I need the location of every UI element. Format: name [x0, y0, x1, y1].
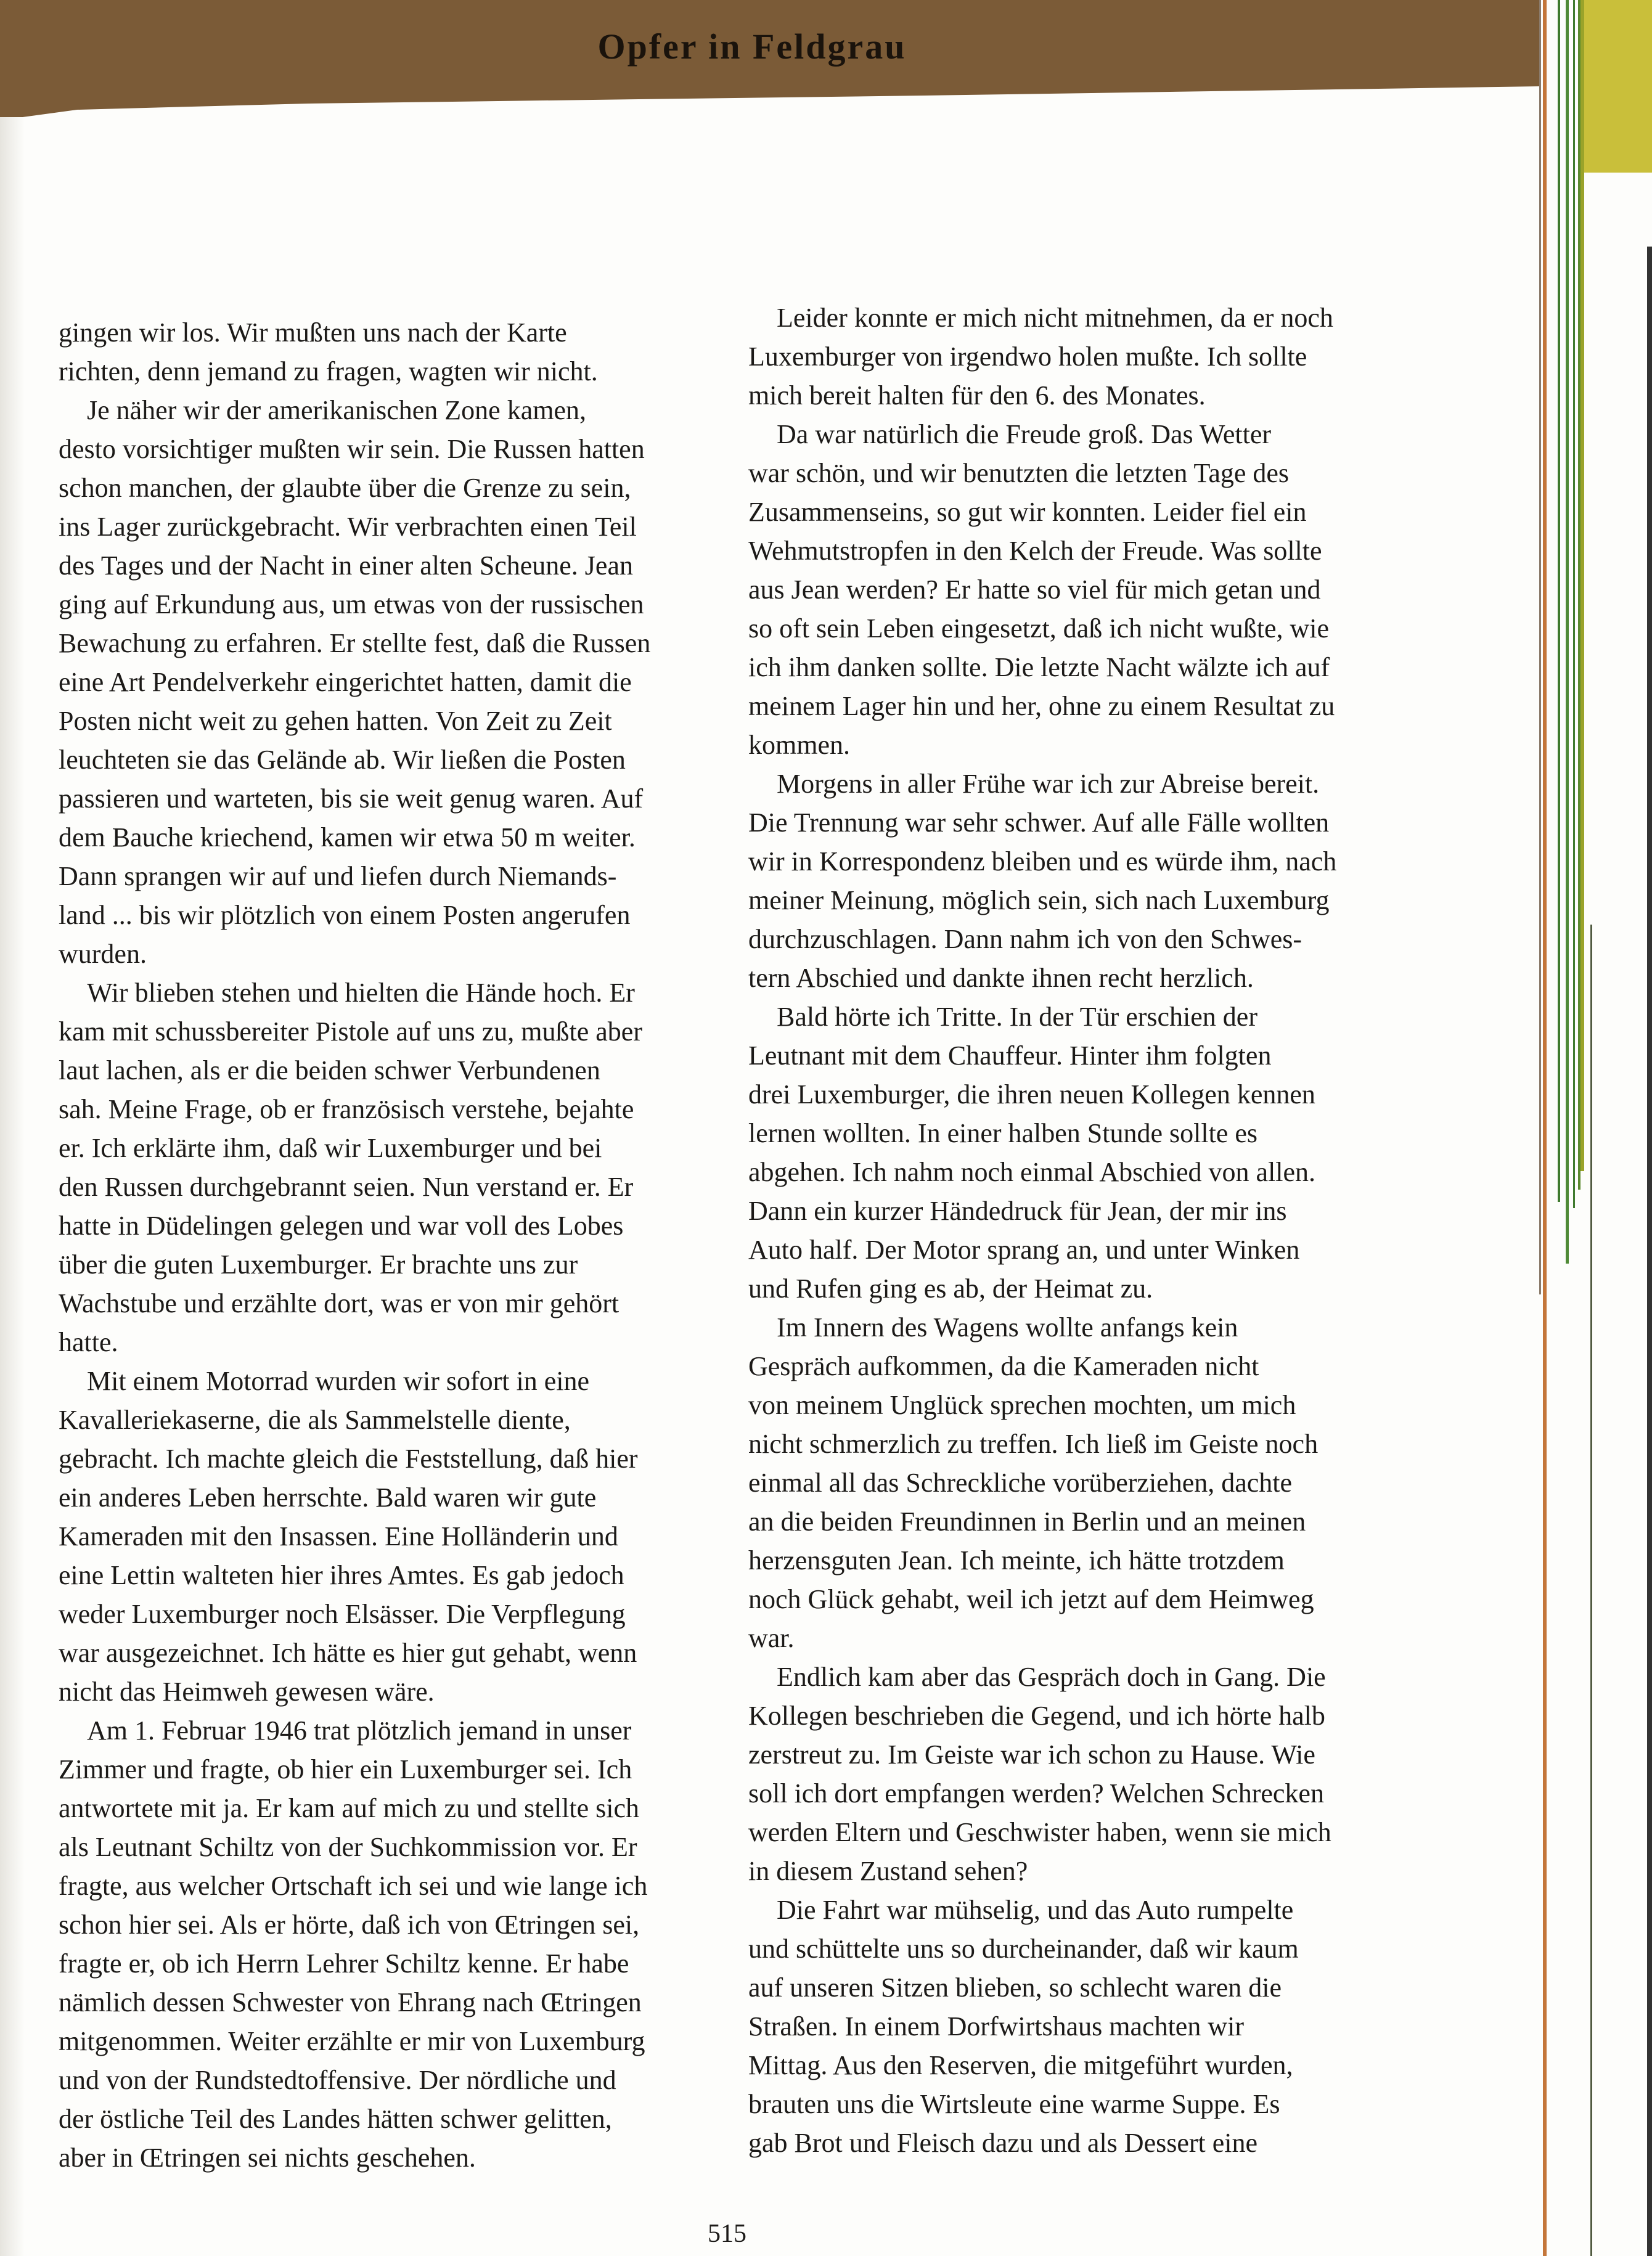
page-edge: [1647, 247, 1652, 2256]
text-line: Endlich kam aber das Gespräch doch in Gang. Die: [777, 1662, 1326, 1692]
text-line: Auto half. Der Motor sprang an, und unter Winken: [748, 1235, 1300, 1265]
text-line: Zimmer und fragte, ob hier ein Luxemburger sei. Ich: [59, 1754, 632, 1784]
text-line: Je näher wir der amerikanischen Zone kamen,: [87, 395, 586, 425]
page-number: 515: [708, 2220, 746, 2248]
text-line: Posten nicht weit zu gehen hatten. Von Zeit zu Zeit: [59, 706, 612, 736]
text-line: fragte, aus welcher Ortschaft ich sei und wie lange ich: [59, 1871, 648, 1901]
text-line: mich bereit halten für den 6. des Monates.: [748, 380, 1206, 411]
text-line: Wachstube und erzählte dort, was er von mir gehört: [59, 1288, 620, 1318]
page-edge: [1590, 925, 1592, 2256]
text-line: in diesem Zustand sehen?: [748, 1856, 1028, 1886]
text-line: wurden.: [59, 939, 147, 969]
text-line: gebracht. Ich machte gleich die Feststellung, daß hier: [59, 1444, 638, 1474]
text-line: richten, denn jemand zu fragen, wagten wir nicht.: [59, 356, 598, 386]
text-line: soll ich dort empfangen werden? Welchen Schrecken: [748, 1778, 1324, 1808]
text-line: fragte er, ob ich Herrn Lehrer Schiltz kenne. Er habe: [59, 1948, 629, 1979]
text-line: ein anderes Leben herrschte. Bald waren wir gute: [59, 1482, 597, 1513]
text-line: an die beiden Freundinnen in Berlin und an meinen: [748, 1506, 1306, 1537]
text-line: Mit einem Motorrad wurden wir sofort in eine: [87, 1366, 590, 1396]
text-line: über die guten Luxemburger. Er brachte uns zur: [59, 1249, 578, 1280]
text-line: Bewachung zu erfahren. Er stellte fest, daß die Russen: [59, 628, 651, 658]
text-column-left: [59, 313, 712, 2177]
text-line: brauten uns die Wirtsleute eine warme Suppe. Es: [748, 2089, 1280, 2119]
text-line: Leutnant mit dem Chauffeur. Hinter ihm folgten: [748, 1040, 1272, 1071]
text-line: und schüttelte uns so durcheinander, daß wir kaum: [748, 1934, 1299, 1964]
text-line: aber in Œtringen sei nichts geschehen.: [59, 2143, 476, 2173]
text-line: lernen wollten. In einer halben Stunde sollte es: [748, 1118, 1257, 1148]
text-line: Dann ein kurzer Händedruck für Jean, der mir ins: [748, 1196, 1287, 1226]
text-line: und von der Rundstedtoffensive. Der nördliche und: [59, 2065, 616, 2095]
text-line: noch Glück gehabt, weil ich jetzt auf dem Heimweg: [748, 1584, 1314, 1614]
text-line: eine Lettin walteten hier ihres Amtes. Es gab jedoch: [59, 1560, 624, 1590]
text-line: drei Luxemburger, die ihren neuen Kollegen kennen: [748, 1079, 1315, 1110]
text-line: leuchteten sie das Gelände ab. Wir ließen die Posten: [59, 745, 626, 775]
text-line: weder Luxemburger noch Elsässer. Die Verpflegung: [59, 1599, 626, 1629]
text-line: Am 1. Februar 1946 trat plötzlich jemand in unser: [87, 1715, 632, 1746]
text-line: Bald hörte ich Tritte. In der Tür erschien der: [777, 1002, 1257, 1032]
text-line: land ... bis wir plötzlich von einem Posten angerufen: [59, 900, 631, 930]
text-line: laut lachen, als er die beiden schwer Verbundenen: [59, 1055, 600, 1085]
text-line: war schön, und wir benutzten die letzten Tage des: [748, 458, 1290, 488]
text-line: mitgenommen. Weiter erzählte er mir von Luxemburg: [59, 2026, 645, 2056]
text-line: ins Lager zurückgebracht. Wir verbrachten einen Teil: [59, 512, 637, 542]
text-line: auf unseren Sitzen blieben, so schlecht waren die: [748, 1972, 1282, 2003]
text-line: herzensguten Jean. Ich meinte, ich hätte trotzdem: [748, 1545, 1285, 1576]
text-line: Wehmutstropfen in den Kelch der Freude. Was sollte: [748, 536, 1322, 566]
text-line: Wir blieben stehen und hielten die Hände hoch. Er: [87, 978, 635, 1008]
page-edge: [1543, 0, 1547, 2256]
text-line: zerstreut zu. Im Geiste war ich schon zu Hause. Wie: [748, 1739, 1315, 1770]
text-line: Morgens in aller Frühe war ich zur Abreise bereit.: [777, 769, 1320, 799]
text-line: ging auf Erkundung aus, um etwas von der russischen: [59, 589, 644, 619]
text-line: Luxemburger von irgendwo holen mußte. Ich sollte: [748, 341, 1307, 372]
text-line: desto vorsichtiger mußten wir sein. Die Russen hatten: [59, 434, 645, 464]
text-line: ich ihm danken sollte. Die letzte Nacht wälzte ich auf: [748, 652, 1330, 682]
text-line: Kollegen beschrieben die Gegend, und ich hörte halb: [748, 1701, 1325, 1731]
text-line: gingen wir los. Wir mußten uns nach der Karte: [59, 317, 567, 348]
text-line: aus Jean werden? Er hatte so viel für mich getan und: [748, 574, 1321, 605]
page-edge: [1539, 0, 1541, 1294]
text-line: Im Innern des Wagens wollte anfangs kein: [777, 1312, 1238, 1343]
text-line: nicht schmerzlich zu treffen. Ich ließ im Geiste noch: [748, 1429, 1319, 1459]
page-edge: [1558, 0, 1560, 1202]
text-line: abgehen. Ich nahm noch einmal Abschied von allen.: [748, 1157, 1316, 1187]
text-line: sah. Meine Frage, ob er französisch verstehe, bejahte: [59, 1094, 634, 1124]
text-line: hatte.: [59, 1327, 118, 1357]
text-line: von meinem Unglück sprechen mochten, um mich: [748, 1390, 1296, 1420]
text-line: Leider konnte er mich nicht mitnehmen, da er noch: [777, 303, 1333, 333]
text-line: er. Ich erklärte ihm, daß wir Luxemburger und bei: [59, 1133, 602, 1163]
text-line: Kavalleriekaserne, die als Sammelstelle diente,: [59, 1405, 571, 1435]
text-line: des Tages und der Nacht in einer alten Scheune. Jean: [59, 550, 633, 581]
text-line: nicht das Heimweh gewesen wäre.: [59, 1677, 435, 1707]
gutter-shadow: [0, 111, 25, 2256]
text-line: durchzuschlagen. Dann nahm ich von den Schwes-: [748, 924, 1302, 954]
page-edge: [1584, 0, 1652, 173]
text-line: Gespräch aufkommen, da die Kameraden nicht: [748, 1351, 1259, 1381]
text-line: Da war natürlich die Freude groß. Das Wetter: [777, 419, 1272, 449]
text-line: antwortete mit ja. Er kam auf mich zu und stellte sich: [59, 1793, 640, 1823]
text-line: tern Abschied und dankte ihnen recht herzlich.: [748, 963, 1254, 993]
text-line: so oft sein Leben eingesetzt, daß ich nicht wußte, wie: [748, 613, 1330, 644]
text-line: wir in Korrespondenz bleiben und es würde ihm, nach: [748, 846, 1337, 877]
text-line: Straßen. In einem Dorfwirtshaus machten wir: [748, 2011, 1244, 2041]
text-line: kommen.: [748, 730, 850, 760]
text-line: passieren und warteten, bis sie weit genug waren. Auf: [59, 783, 644, 814]
text-line: Kameraden mit den Insassen. Eine Holländerin und: [59, 1521, 618, 1551]
text-line: einmal all das Schreckliche vorüberziehen, dachte: [748, 1468, 1293, 1498]
text-line: Mittag. Aus den Reserven, die mitgeführt wurden,: [748, 2050, 1293, 2080]
text-line: und Rufen ging es ab, der Heimat zu.: [748, 1273, 1153, 1304]
text-line: werden Eltern und Geschwister haben, wenn sie mich: [748, 1817, 1331, 1847]
text-line: als Leutnant Schiltz von der Suchkommission vor. Er: [59, 1832, 637, 1862]
page-edge: [1580, 0, 1584, 1171]
text-line: Die Trennung war sehr schwer. Auf alle Fälle wollten: [748, 807, 1330, 838]
running-header-title: Opfer in Feldgrau: [597, 27, 907, 67]
text-line: war ausgezeichnet. Ich hätte es hier gut gehabt, wenn: [59, 1638, 637, 1668]
text-line: schon manchen, der glaubte über die Grenze zu sein,: [59, 473, 631, 503]
text-line: dem Bauche kriechend, kamen wir etwa 50 m weiter.: [59, 822, 636, 852]
text-line: meiner Meinung, möglich sein, sich nach Luxemburg: [748, 885, 1330, 915]
page-edge: [1573, 0, 1575, 1208]
text-line: war.: [748, 1623, 795, 1653]
text-line: kam mit schussbereiter Pistole auf uns zu, mußte aber: [59, 1016, 642, 1047]
text-column-right: [748, 298, 1402, 2162]
text-line: gab Brot und Fleisch dazu und als Dessert eine: [748, 2128, 1258, 2158]
page-edge: [1566, 0, 1569, 1264]
text-line: den Russen durchgebrannt seien. Nun verstand er. Er: [59, 1172, 634, 1202]
text-line: schon hier sei. Als er hörte, daß ich von Œtringen sei,: [59, 1910, 640, 1940]
text-line: der östliche Teil des Landes hätten schwer gelitten,: [59, 2104, 612, 2134]
text-line: hatte in Düdelingen gelegen und war voll des Lobes: [59, 1211, 624, 1241]
text-line: Die Fahrt war mühselig, und das Auto rumpelte: [777, 1895, 1294, 1925]
text-line: Dann sprangen wir auf und liefen durch Niemands-: [59, 861, 617, 891]
text-line: Zusammenseins, so gut wir konnten. Leider fiel ein: [748, 497, 1307, 527]
text-line: nämlich dessen Schwester von Ehrang nach Œtringen: [59, 1987, 642, 2017]
text-line: meinem Lager hin und her, ohne zu einem Resultat zu: [748, 691, 1335, 721]
text-line: eine Art Pendelverkehr eingerichtet hatten, damit die: [59, 667, 632, 697]
